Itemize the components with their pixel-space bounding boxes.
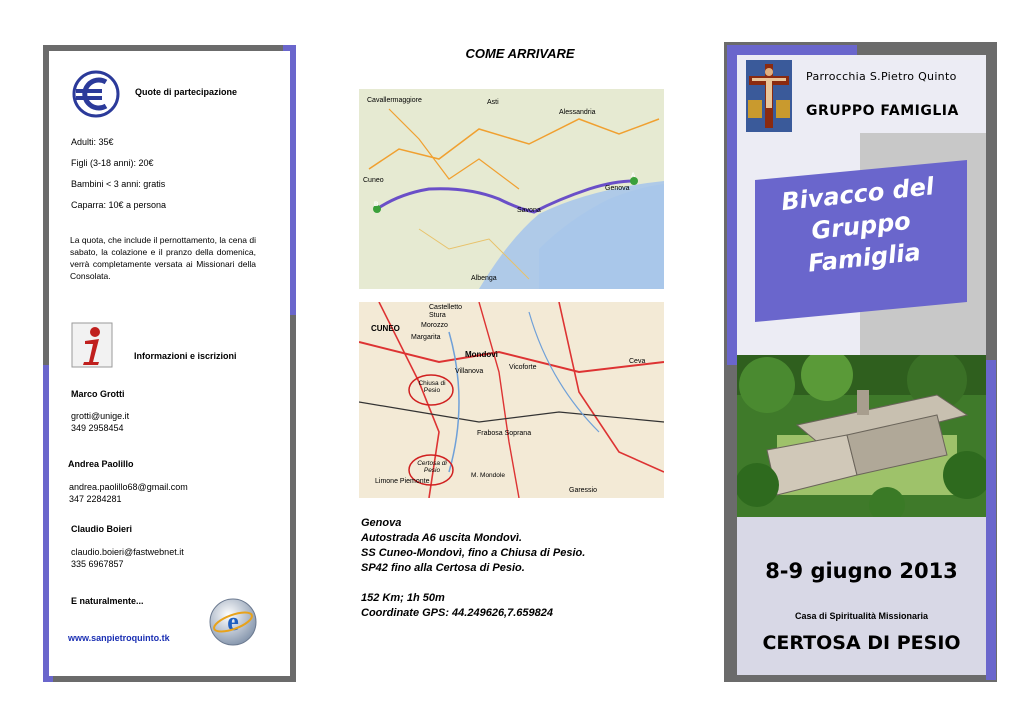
info-icon [71,322,113,368]
directions-line: SP42 fino alla Certosa di Pesio. [361,562,525,574]
contact-email[interactable]: grotti@unige.it [71,411,130,421]
directions-line: Autostrada A6 uscita Mondovì. [361,532,522,544]
info-title: Informazioni e iscrizioni [134,351,237,361]
banner-line: Gruppo [810,206,912,246]
map-label: Garessio [569,487,598,494]
contact-email[interactable]: andrea.paolillo68@gmail.com [69,482,188,492]
map-label-certosa: Certosa di Pesio [417,460,447,474]
map-label: Savona [517,207,541,214]
gps-text: Coordinate GPS: 44.249626,7.659824 [361,607,553,619]
detail-map [359,302,664,498]
map-label: Villanova [455,368,484,375]
map-label: Cavallermaggiore [367,97,422,104]
title-banner [755,160,967,322]
group-name: GRUPPO FAMIGLIA [806,103,959,119]
price-children: Figli (3-18 anni): 20€ [71,158,154,168]
website-link[interactable]: www.sanpietroquinto.tk [68,633,170,643]
venue-subtitle: Casa di Spiritualità Missionaria [794,611,929,621]
closing-text: E naturalmente... [71,596,144,606]
banner-line: Bivacco del [779,172,936,217]
contact-name: Andrea Paolillo [68,459,134,469]
map-label: CUNEO [371,324,400,333]
crucifix-icon [746,60,792,132]
map-label: Margarita [411,334,441,341]
svg-text:e: e [227,607,239,636]
map-label-chiusa: Chiusa di Pesio [418,380,446,394]
right-panel-accent-left [727,45,737,365]
section-title: COME ARRIVARE [465,46,575,61]
contact-phone: 349 2958454 [71,423,124,433]
distance-text: 152 Km; 1h 50m [361,592,445,604]
parish-name: Parrocchia S.Pietro Quinto [806,70,957,83]
euro-icon [72,70,120,118]
internet-explorer-icon [208,597,258,647]
price-kids: Bambini < 3 anni: gratis [71,179,166,189]
directions-line: Genova [361,517,402,529]
map-marker-b: B [374,202,379,208]
map-label: Cuneo [363,177,384,184]
map-label: Ceva [629,358,646,365]
certosa-photo [737,355,986,517]
map-label: Asti [487,99,499,106]
map-label: Alessandria [559,109,596,116]
right-panel-accent-right [986,360,996,680]
map-marker-a: A [631,173,636,179]
quote-title: Quote di partecipazione [135,87,238,97]
venue-name: CERTOSA DI PESIO [762,632,961,654]
contact-name: Marco Grotti [71,389,125,399]
map-label: Morozzo [421,322,448,329]
map-label: Vicoforte [509,364,537,371]
map-label: Mondovì [465,350,498,359]
contact-name: Claudio Boieri [71,524,133,534]
map-label: M. Mondole [471,472,505,479]
map-label: Limone Piemonte [375,478,430,485]
banner-line: Famiglia [806,238,922,278]
price-deposit: Caparra: 10€ a persona [71,200,167,210]
contact-email[interactable]: claudio.boieri@fastwebnet.it [71,547,184,557]
event-date: 8-9 giugno 2013 [765,559,958,583]
quota-note: La quota, che include il pernottamento, la cena di sabato, la colazione e il pranzo della domenica, verrà completamente versata ai Missionari della Consolata. [70,235,256,281]
price-adults: Adulti: 35€ [71,137,114,147]
map-label: Stura [429,312,446,319]
contact-phone: 335 6967857 [71,559,124,569]
map-label: Castelletto [429,304,463,311]
route-map [359,89,664,289]
directions-line: SS Cuneo-Mondovì, fino a Chiusa di Pesio. [361,547,586,559]
map-label: Albenga [471,275,497,282]
map-label: Genova [605,185,630,192]
contact-phone: 347 2284281 [69,494,122,504]
map-label: Frabosa Soprana [477,430,532,437]
